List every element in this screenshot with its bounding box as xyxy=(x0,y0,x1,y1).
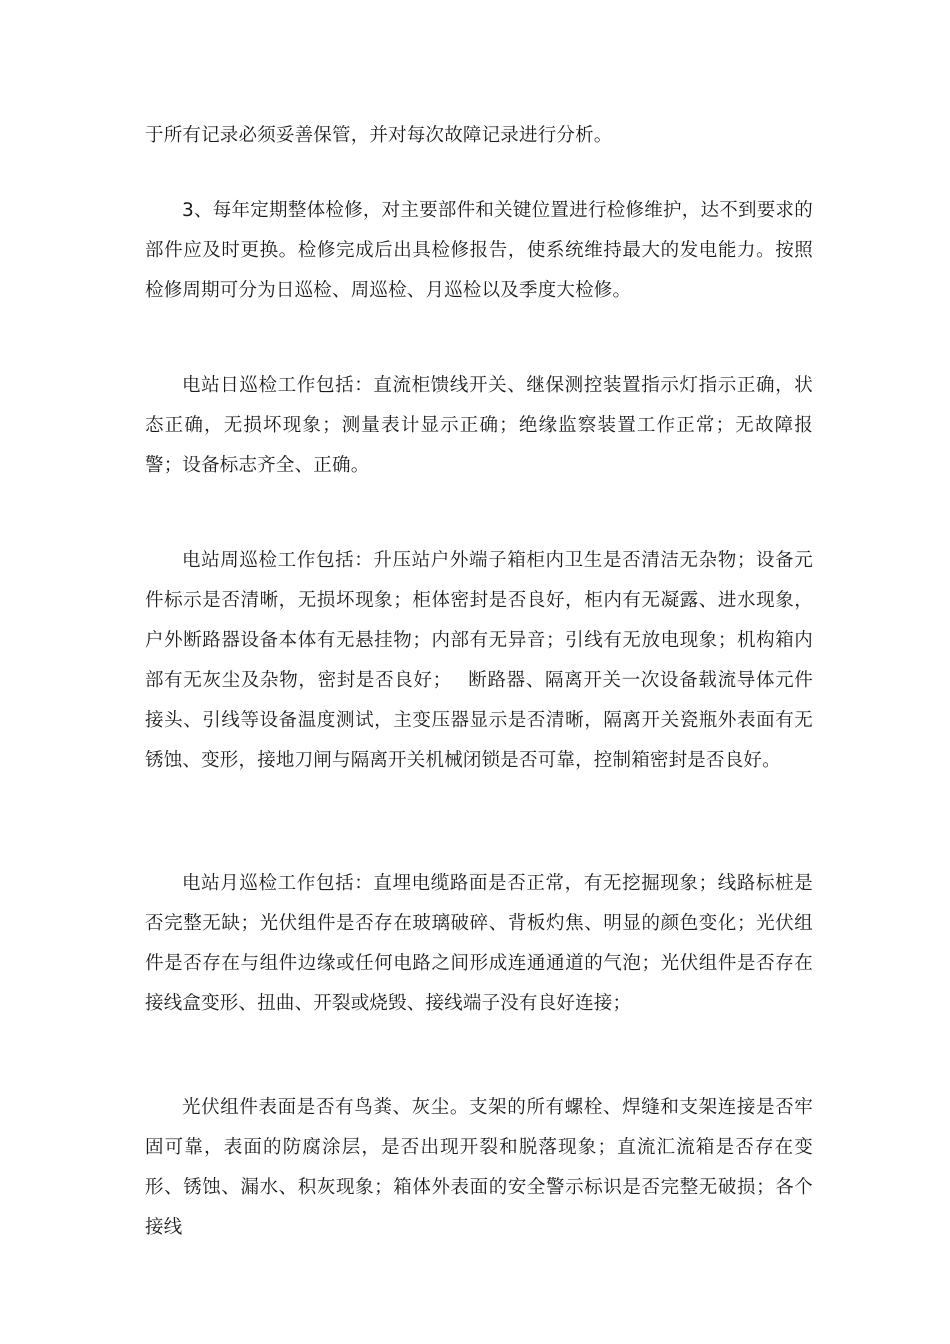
paragraph-records-continuation: 于所有记录必须妥善保管，并对每次故障记录进行分析。 xyxy=(145,125,613,146)
paragraph-pv-module-inspection: 光伏组件表面是否有鸟粪、灰尘。支架的所有螺栓、焊缝和支架连接是否牢固可靠，表面的防腐涂层，是否出现开裂和脱落现象；直流汇流箱是否存在变形、锈蚀、漏水、积灰现象；箱体外表面的安全警示标识是否完整无破损；各个接线 xyxy=(145,1097,813,1238)
paragraph-monthly-inspection: 电站月巡检工作包括：直埋电缆路面是否正常，有无挖掘现象；线路标桩是否完整无缺；光伏组件是否存在玻璃破碎、背板灼焦、明显的颜色变化；光伏组件是否存在与组件边缘或任何电路之间形成连通通道的气泡；光伏组件是否存在接线盒变形、扭曲、开裂或烧毁、接线端子没有良好连接； xyxy=(145,873,813,1014)
paragraph-weekly-inspection: 电站周巡检工作包括：升压站户外端子箱柜内卫生是否清洁无杂物；设备元件标示是否清晰，无损坏现象；柜体密封是否良好，柜内有无凝露、进水现象，户外断路器设备本体有无悬挂物；内部有无异音；引线有无放电现象；机构箱内部有无灰尘及杂物，密封是否良好； 断路器、隔离开关一次设备载流导体元件接头、引线等设备温度测试，主变压器显示是否清晰，隔离开关瓷瓶外表面有无锈蚀、变形，接地刀闸与隔离开关机械闭锁是否可靠，控制箱密封是否良好。 xyxy=(145,550,813,771)
paragraph-daily-inspection: 电站日巡检工作包括：直流柜馈线开关、继保测控装置指示灯指示正确，状态正确，无损坏现象；测量表计显示正确；绝缘监察装置工作正常；无故障报警；设备标志齐全、正确。 xyxy=(145,375,813,476)
paragraph-annual-maintenance: 3、每年定期整体检修，对主要部件和关键位置进行检修维护，达不到要求的部件应及时更换。检修完成后出具检修报告，使系统维持最大的发电能力。按照检修周期可分为日巡检、周巡检、月巡检以及季度大检修。 xyxy=(145,200,813,301)
